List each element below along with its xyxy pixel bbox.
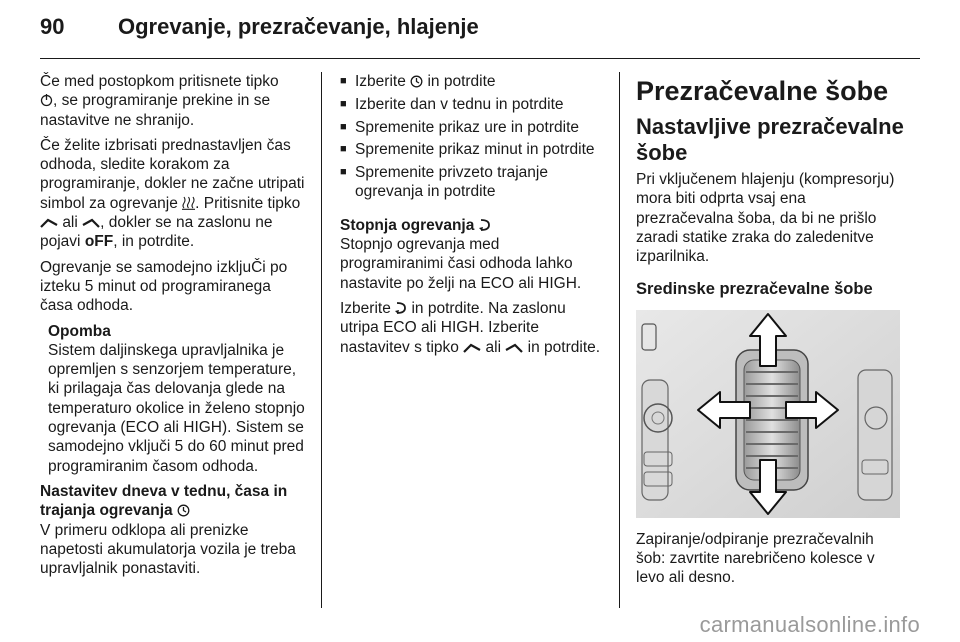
off-display-text: oFF bbox=[84, 233, 114, 251]
left-arrow-key-icon bbox=[463, 342, 481, 354]
text: Izberite bbox=[355, 73, 406, 90]
heating-level-icon bbox=[479, 218, 491, 232]
text: , in potrdite. bbox=[113, 233, 195, 251]
note-title: Opomba bbox=[48, 322, 111, 340]
page-title: Ogrevanje, prezračevanje, hlajenje bbox=[118, 14, 479, 39]
power-icon bbox=[40, 93, 53, 107]
section-heading: Prezračevalne šobe bbox=[636, 76, 889, 106]
header-rule bbox=[40, 58, 920, 59]
list-item: ■ Spremenite privzeto trajanje ogrevanja in potrdite bbox=[340, 163, 606, 202]
left-arrow-key-icon bbox=[40, 217, 58, 229]
column-3 bbox=[636, 72, 904, 594]
list-item bbox=[340, 72, 606, 91]
paragraph bbox=[40, 72, 306, 130]
text: ali bbox=[62, 214, 78, 232]
clock-icon bbox=[410, 75, 423, 88]
steps-list bbox=[340, 72, 606, 202]
text: Nastavitev dneva v tednu, časa in trajanja ogrevanja bbox=[40, 482, 288, 520]
column-divider bbox=[321, 72, 322, 608]
list-item: ■ Spremenite prikaz ure in potrdite bbox=[340, 118, 606, 137]
text: in potrdite bbox=[427, 73, 496, 90]
paragraph: Ogrevanje se samodejno izkljuČi po izteku 5 minut od programiranega časa odhoda. bbox=[40, 258, 288, 315]
text: Če želite izbrisati prednastavljen čas odhoda, sledite korakom za programiranje, dokler ne začne utripati simbol za ogrevanje bbox=[40, 136, 305, 212]
column-2 bbox=[340, 72, 606, 363]
paragraph: Zapiranje/odpiranje prezračevalnih šob: zavrtite narebričeno kolesce v levo ali desno. bbox=[636, 530, 875, 587]
paragraph bbox=[40, 136, 306, 252]
column-1 bbox=[40, 72, 306, 584]
paragraph: Stopnjo ogrevanja med programiranimi časi odhoda lahko nastavite po želji na ECO ali HIGH. bbox=[340, 236, 582, 292]
subsection-heading bbox=[40, 482, 306, 521]
text: Če med postopkom pritisnete tipko bbox=[40, 73, 279, 90]
list-item: ■ Izberite dan v tednu in potrdite bbox=[340, 95, 606, 114]
right-arrow-key-icon bbox=[505, 342, 523, 354]
heating-level-icon bbox=[395, 301, 407, 315]
page-number: 90 bbox=[40, 14, 65, 39]
watermark: carmanualsonline.info bbox=[699, 612, 920, 637]
right-arrow-key-icon bbox=[82, 217, 100, 229]
list-item: ■ Spremenite prikaz minut in potrdite bbox=[340, 140, 606, 159]
subsection-heading bbox=[340, 216, 606, 235]
text: Izberite bbox=[340, 299, 391, 317]
paragraph: V primeru odklopa ali prenizke napetosti akumulatorja vozila je treba upravljalnik ponastaviti. bbox=[40, 521, 296, 578]
note-box bbox=[48, 322, 306, 476]
text: , se programiranje prekine in se nastavitve ne shranijo. bbox=[40, 92, 271, 129]
center-vents-illustration bbox=[636, 310, 900, 518]
text: in potrdite. bbox=[527, 338, 601, 356]
subsection-heading: Sredinske prezračevalne šobe bbox=[636, 280, 873, 299]
note-text: Sistem daljinskega upravljalnika je opremljen s senzorjem temperature, ki prilagaja čas delovanja glede na temperaturo okolice in želeno stopnjo ogrevanja (ECO ali HIGH). Sistem se samodejno vključi 5 do 60 minut pred programiranim časom odhoda. bbox=[48, 341, 305, 475]
heating-symbol-icon bbox=[182, 196, 195, 210]
text: , dokler se na zaslonu ne pojavi bbox=[40, 214, 273, 251]
text: ali bbox=[485, 338, 502, 356]
text: in potrdite. Na zaslonu utripa ECO ali HIGH. Izberite nastavitev s tipko bbox=[340, 299, 566, 356]
text: Stopnja ogrevanja bbox=[340, 216, 475, 234]
paragraph: Pri vključenem hlajenju (kompresorju) mora biti odprta vsaj ena prezračevalna šoba, da bi ne prišlo zaradi statike zraka do zaledenitve izparilnika. bbox=[636, 171, 895, 266]
subsection-heading: Nastavljive prezračevalne šobe bbox=[636, 114, 904, 165]
clock-icon bbox=[177, 504, 190, 517]
page-header bbox=[40, 14, 479, 44]
column-divider bbox=[619, 72, 620, 608]
paragraph bbox=[340, 299, 606, 357]
text: . Pritisnite tipko bbox=[195, 194, 301, 212]
